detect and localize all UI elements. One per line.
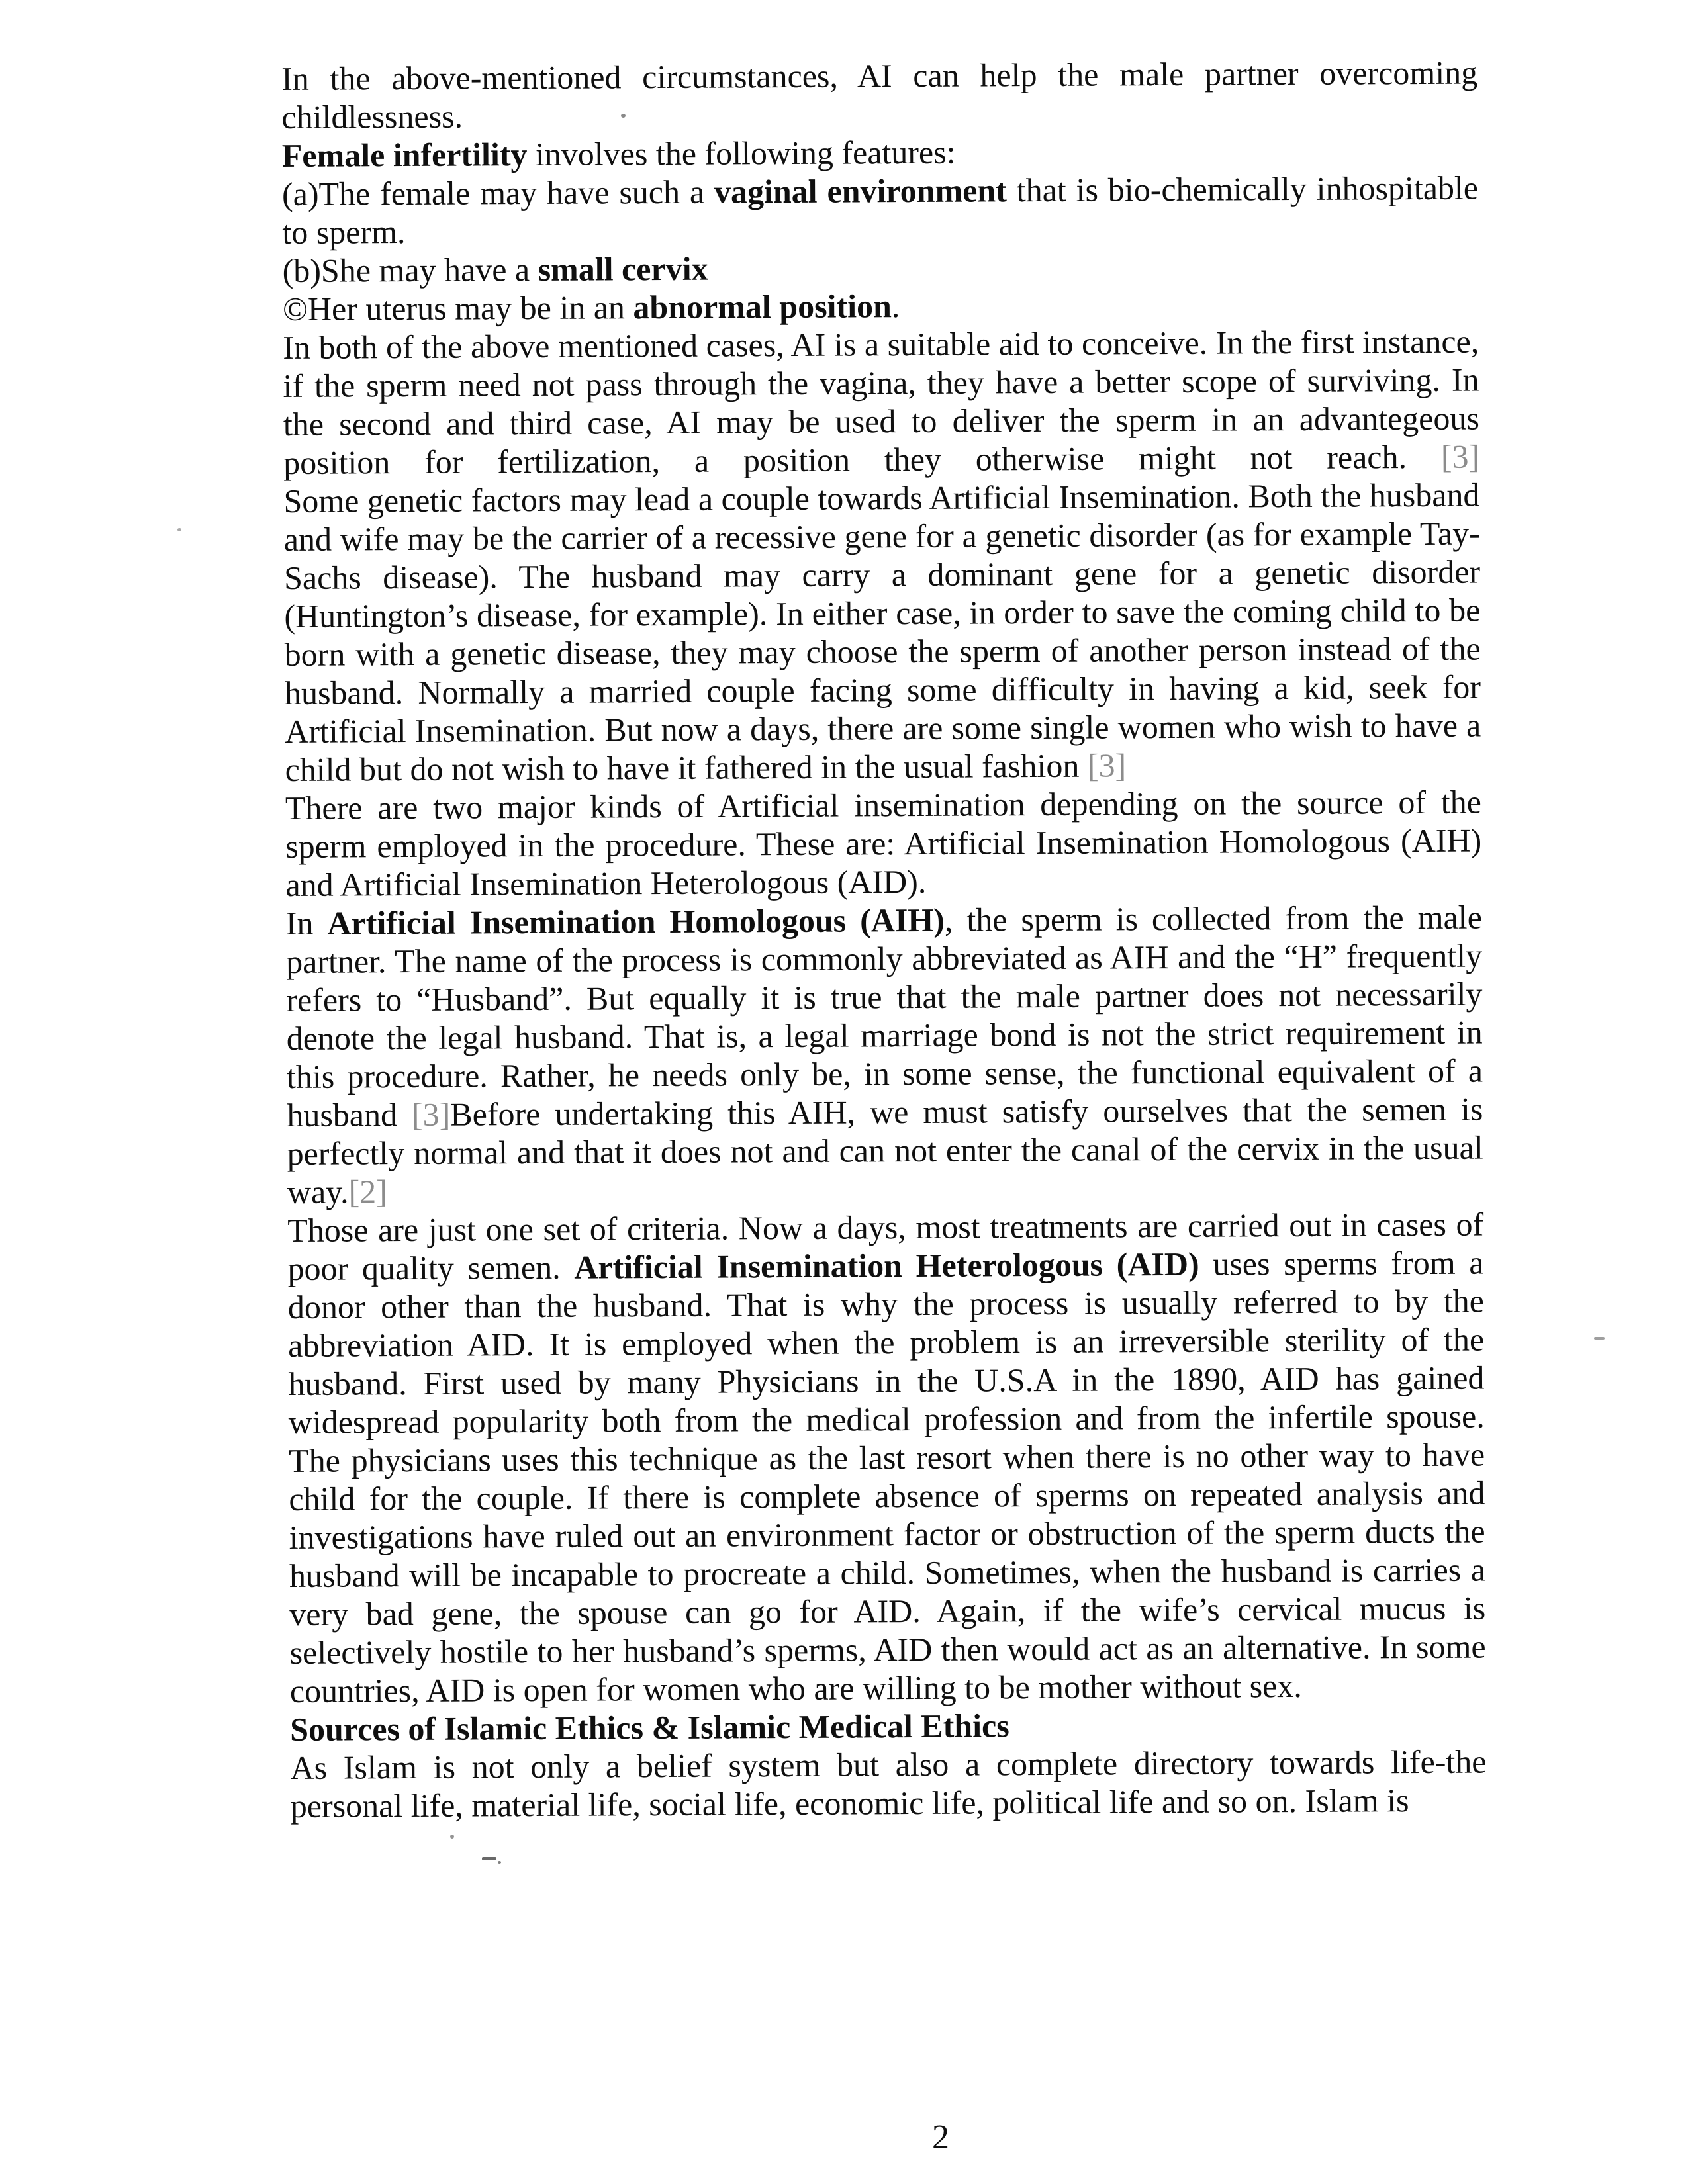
document-body <box>281 54 1487 1825</box>
paragraph-text: In <box>285 904 328 942</box>
bold-run: small cervix <box>538 250 708 288</box>
body-paragraph-8 <box>285 783 1482 904</box>
body-paragraph-12 <box>290 1743 1487 1825</box>
paragraph-text: Those are just one set of criteria. Now a days, most treatments are carried out in cases of poor quality semen. <box>287 1205 1484 1287</box>
paragraph-text: As Islam is not only a belief system but also a complete directory towards life-the personal life, material life, social life, economic life, political life and so on. Islam is <box>290 1743 1487 1825</box>
paragraph-text: , the sperm is collected from the male partner. The name of the process is commonly abbreviated as AIH and the “H” frequently refers to “Husband”. But equally it is true that the male partner does not necessarily denote the legal husband. That is, a legal marriage bond is not the strict requirement in this procedure. Rather, he needs only be, in some sense, the functional equivalent of a husband <box>285 898 1483 1134</box>
paragraph-text: involves the following features: <box>527 133 956 173</box>
paragraph-text: that is bio-chemically inhospitable to sperm. <box>282 169 1479 251</box>
paragraph-text: Some genetic factors may lead a couple towards Artificial Insemination. Both the husband and wife may be the carrier of a recessive gene for a genetic disorder (as for example Tay-Sachs disease). The husband may carry a dominant gene for a genetic disorder (Huntington’s disease, for example). In either case, in order to save the coming child to be born with a genetic disease, they may choose the sperm of another person instead of the husband. Normally a married couple facing some difficulty in having a kid, seek for Artificial Insemination. But now a days, there are some single women who wish to have a child but do not wish to have it fathered in the usual fashion <box>283 476 1481 788</box>
scan-speck <box>621 114 626 118</box>
scan-speck <box>177 528 181 531</box>
paragraph-text: . <box>891 287 900 325</box>
body-paragraph-10 <box>287 1205 1486 1710</box>
citation-marker: [3] <box>411 1095 451 1133</box>
body-paragraph-9 <box>286 898 1483 1211</box>
paragraph-text: In the above-mentioned circumstances, AI can help the male partner overcoming childlessness. <box>281 54 1478 136</box>
heading-text: Sources of Islamic Ethics & Islamic Medical Ethics <box>290 1707 1009 1748</box>
body-paragraph-7 <box>283 476 1481 789</box>
body-paragraph-1 <box>281 54 1478 136</box>
paragraph-text: (a)The female may have such a <box>281 173 715 212</box>
body-paragraph-2 <box>282 130 1478 175</box>
bold-run: vaginal environment <box>714 171 1007 210</box>
body-paragraph-4 <box>283 246 1479 290</box>
citation-marker: [3] <box>1440 437 1480 475</box>
paragraph-text: There are two major kinds of Artificial insemination depending on the source of the sperm employed in the procedure. These are: Artificial Insemination Homologous (AIH) and Artificial Insemination Heterologous (AID). <box>285 783 1482 903</box>
paragraph-text: (b)She may have a <box>282 250 538 289</box>
paragraph-text: uses sperms from a donor other than the husband. That is why the process is usually referred to by the abbreviation AID. It is employed when the problem is an irreversible sterility of the husband. First used by many Physicians in the U.S.A in the 1890, AID has gained widespread popularity both from the medical profession and from the infertile spouse. The physicians uses this technique as the last resort when there is no other way to have child for the couple. If there is complete absence of sperms on repeated analysis and investigations have ruled out an environment factor or obstruction of the sperm ducts the husband will be incapable to procreate a child. Sometimes, when the husband is carries a very bad gene, the spouse can go for AID. Again, if the wife’s cervical mucus is selectively hostile to her husband’s sperms, AID then would act as an alternative. In some countries, AID is open for women who are willing to be mother without sex. <box>287 1244 1486 1709</box>
paragraph-text: ©Her uterus may be in an <box>282 289 633 328</box>
bold-run: Artificial Insemination Homologous (AIH) <box>327 901 945 942</box>
page-number: 2 <box>932 2118 949 2156</box>
bold-run: Female infertility <box>281 136 528 174</box>
body-paragraph-5 <box>283 284 1479 328</box>
bold-run: Artificial Insemination Heterologous (AID) <box>574 1245 1199 1286</box>
scan-speck <box>498 1861 501 1864</box>
paragraph-text: In both of the above mentioned cases, AI is a suitable aid to conceive. In the first instance, if the sperm need not pass through the vagina, they have a better scope of surviving. In the second and third case, AI may be used to deliver the sperm in an advantegeous position for fertilization, a position they otherwise might not reach. <box>283 322 1480 481</box>
citation-marker: [3] <box>1087 747 1127 784</box>
scan-speck <box>450 1835 454 1839</box>
citation-marker: [2] <box>348 1173 387 1210</box>
bold-run: abnormal position <box>633 287 892 326</box>
section-heading <box>290 1704 1486 1749</box>
paragraph-text: Before undertaking this AIH, we must satisfy ourselves that the semen is perfectly normal and that it does not and can not enter the canal of the cervix in the usual way. <box>287 1090 1483 1210</box>
scan-speck <box>1594 1337 1605 1340</box>
body-paragraph-6 <box>283 322 1479 482</box>
body-paragraph-3 <box>282 169 1479 251</box>
scan-tilde-mark <box>482 1857 496 1860</box>
